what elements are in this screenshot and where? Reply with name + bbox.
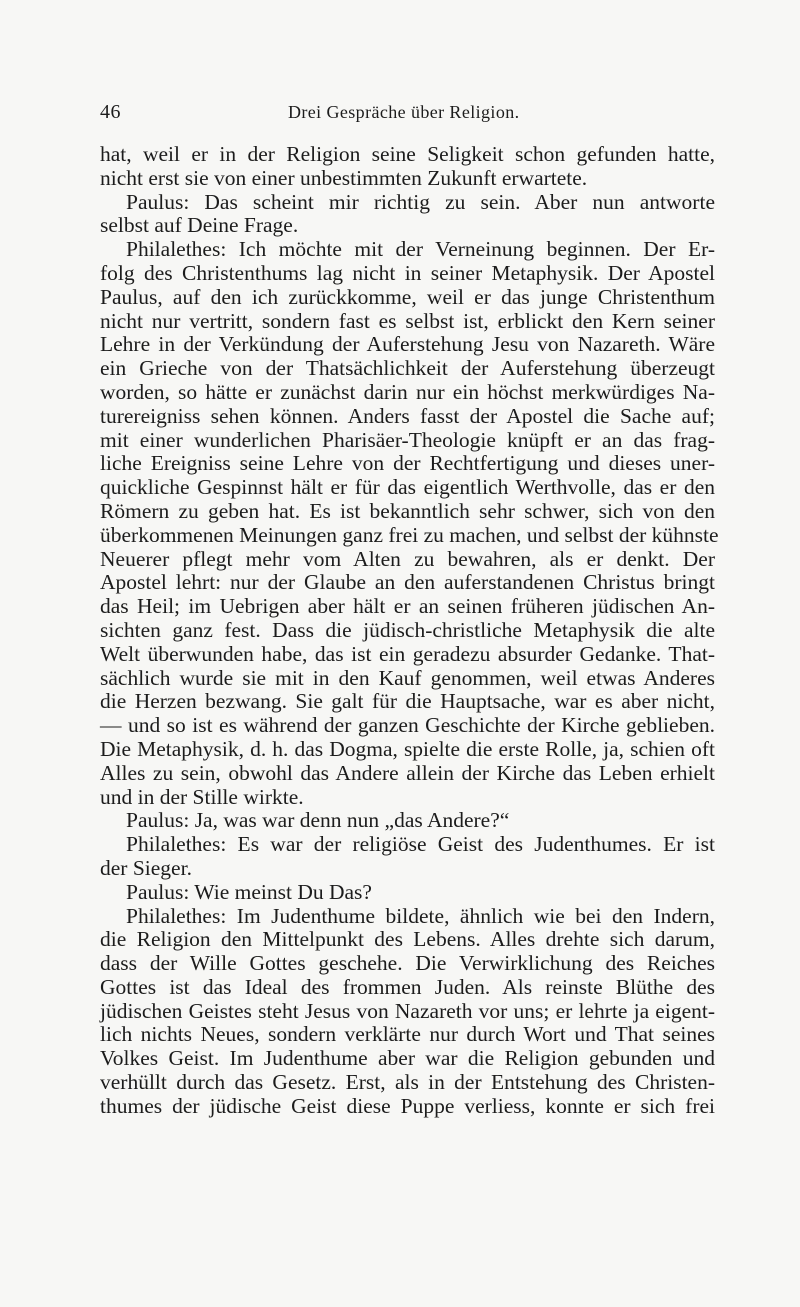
text-line: Apostel lehrt: nur der Glaube an den auferstandenen Christus bringt: [100, 570, 715, 595]
text-line: Paulus: Das scheint mir richtig zu sein. Aber nun antworte: [126, 189, 715, 214]
text-line: Paulus: Wie meinst Du Das?: [126, 879, 372, 904]
text-line: quickliche Gespinnst hält er für das eigentlich Werthvolle, das er den: [100, 475, 715, 500]
text-line: Die Metaphysik, d. h. das Dogma, spielte die erste Rolle, ja, schien oft: [100, 736, 715, 761]
body-text: [100, 142, 719, 1119]
text-line: Gottes ist das Ideal des frommen Juden. Als reinste Blüthe des: [100, 974, 715, 999]
text-line: Lehre in der Verkündung der Auferstehung Jesu von Nazareth. Wäre: [100, 332, 715, 357]
text-line: nicht erst sie von einer unbestimmten Zukunft erwartete.: [100, 165, 588, 190]
text-line: der Sieger.: [100, 855, 192, 880]
text-line: worden, so hätte er zunächst darin nur ein höchst merkwürdiges Na-: [100, 379, 715, 404]
text-line: sächlich wurde sie mit in den Kauf genommen, weil etwas Anderes: [100, 665, 715, 690]
text-line: dass der Wille Gottes geschehe. Die Verwirklichung des Reiches: [100, 951, 715, 976]
text-line: lich nichts Neues, sondern verklärte nur durch Wort und That seines: [100, 1022, 715, 1047]
text-line: verhüllt durch das Gesetz. Erst, als in der Entstehung des Christen-: [100, 1070, 715, 1095]
text-line: thumes der jüdische Geist diese Puppe verliess, konnte er sich frei: [100, 1093, 715, 1118]
text-line: — und so ist es während der ganzen Geschichte der Kirche geblieben.: [100, 713, 715, 738]
text-line: mit einer wunderlichen Pharisäer-Theologie knüpft er an das frag-: [100, 427, 715, 452]
text-line: die Religion den Mittelpunkt des Lebens. Alles drehte sich darum,: [100, 927, 715, 952]
text-line: Paulus, auf den ich zurückkomme, weil er das junge Christenthum: [100, 284, 715, 309]
text-line: die Herzen bezwang. Sie galt für die Hauptsache, war es aber nicht,: [100, 689, 715, 714]
text-line: Paulus: Ja, was war denn nun „das Andere?“: [126, 808, 510, 833]
text-line: und in der Stille wirkte.: [100, 784, 304, 809]
text-line: das Heil; im Uebrigen aber hält er an seinen früheren jüdischen An-: [100, 594, 715, 619]
page-number: 46: [100, 101, 121, 123]
text-line: Philalethes: Es war der religiöse Geist des Judenthumes. Er ist: [126, 832, 715, 857]
text-line: ein Grieche von der Thatsächlichkeit der Auferstehung überzeugt: [100, 356, 715, 381]
text-line: selbst auf Deine Frage.: [100, 213, 299, 238]
text-line: Philalethes: Im Judenthume bildete, ähnlich wie bei den Indern,: [126, 903, 715, 928]
text-line: Alles zu sein, obwohl das Andere allein der Kirche das Leben erhielt: [100, 760, 715, 785]
text-line: Philalethes: Ich möchte mit der Verneinung beginnen. Der Er-: [126, 237, 715, 262]
text-line: liche Ereigniss seine Lehre von der Rechtfertigung und dieses uner-: [100, 451, 715, 476]
text-line: nicht nur vertritt, sondern fast es selbst ist, erblickt den Kern seiner: [100, 308, 715, 333]
text-line: folg des Christenthums lag nicht in seiner Metaphysik. Der Apostel: [100, 260, 715, 285]
text-line: sichten ganz fest. Dass die jüdisch-christliche Metaphysik die alte: [100, 617, 715, 642]
text-line: hat, weil er in der Religion seine Seligkeit schon gefunden hatte,: [100, 142, 715, 166]
text-line: jüdischen Geistes steht Jesus von Nazareth vor uns; er lehrte ja eigent-: [100, 998, 715, 1023]
running-title: Drei Gespräche über Religion.: [288, 102, 520, 122]
page-header: [100, 101, 715, 135]
text-line: Welt überwunden habe, das ist ein geradezu absurder Gedanke. That-: [100, 641, 715, 666]
text-line: überkommenen Meinungen ganz frei zu machen, und selbst der kühnste: [100, 522, 719, 547]
text-line: Römern zu geben hat. Es ist bekanntlich sehr schwer, sich von den: [100, 498, 715, 523]
text-line: turereigniss sehen können. Anders fasst der Apostel die Sache auf;: [100, 403, 715, 428]
text-line: Volkes Geist. Im Judenthume aber war die Religion gebunden und: [100, 1046, 715, 1071]
text-line: Neuerer pflegt mehr vom Alten zu bewahren, als er denkt. Der: [100, 546, 715, 571]
